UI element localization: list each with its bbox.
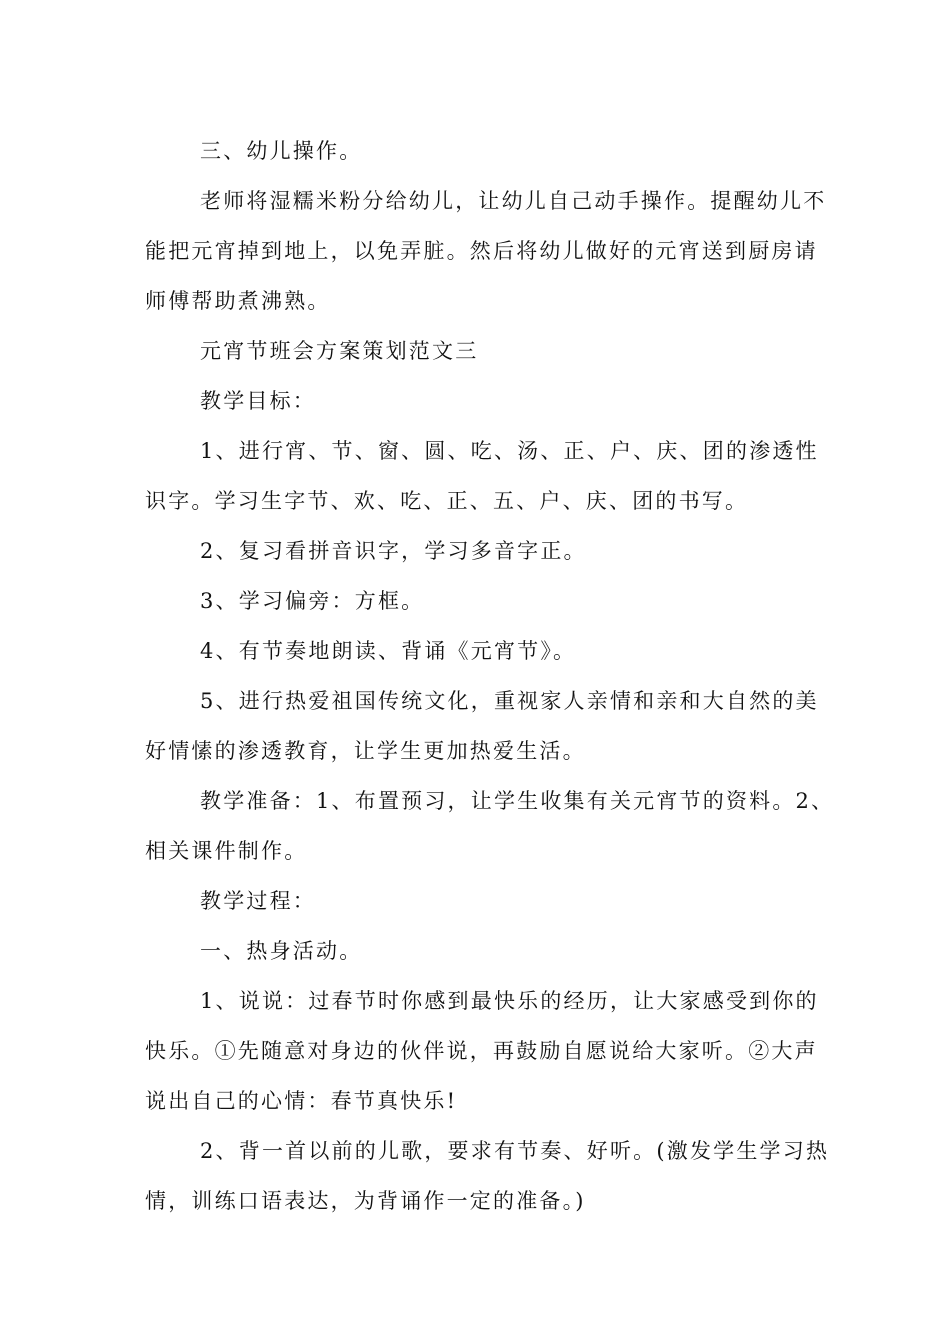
warmup-item-2: 2、背一首以前的儿歌，要求有节奏、好听。(激发学生学习热 — [200, 1139, 830, 1163]
section-heading-child-operation: 三、幼儿操作。 — [200, 139, 363, 163]
goal-item-1-continued: 识字。学习生字节、欢、吃、正、五、户、庆、团的书写。 — [145, 489, 749, 513]
goal-item-5-continued: 好情愫的渗透教育，让学生更加热爱生活。 — [145, 739, 586, 763]
goal-item-1: 1、进行宵、节、窗、圆、吃、汤、正、户、庆、团的渗透性 — [200, 439, 819, 463]
paragraph-line: 能把元宵掉到地上，以免弄脏。然后将幼儿做好的元宵送到厨房请 — [145, 239, 818, 263]
article-subtitle: 元宵节班会方案策划范文三 — [200, 339, 479, 363]
goal-item-5: 5、进行热爱祖国传统文化，重视家人亲情和亲和大自然的美 — [200, 689, 819, 713]
section-heading-warmup: 一、热身活动。 — [200, 939, 363, 963]
teaching-preparation-continued: 相关课件制作。 — [145, 839, 308, 863]
warmup-item-2-continued: 情，训练口语表达，为背诵作一定的准备。) — [145, 1189, 586, 1213]
paragraph-line: 老师将湿糯米粉分给幼儿，让幼儿自己动手操作。提醒幼儿不 — [200, 189, 827, 213]
section-heading-teaching-goals: 教学目标： — [200, 389, 316, 413]
goal-item-4: 4、有节奏地朗读、背诵《元宵节》。 — [200, 639, 577, 663]
paragraph-line: 师傅帮助煮沸熟。 — [145, 289, 331, 313]
warmup-item-1: 1、说说：过春节时你感到最快乐的经历，让大家感受到你的 — [200, 989, 819, 1013]
teaching-preparation: 教学准备：1、布置预习，让学生收集有关元宵节的资料。2、 — [200, 789, 835, 813]
warmup-item-1-continued: 快乐。①先随意对身边的伙伴说，再鼓励自愿说给大家听。②大声 — [145, 1039, 818, 1063]
goal-item-2: 2、复习看拼音识字，学习多音字正。 — [200, 539, 587, 563]
section-heading-teaching-process: 教学过程： — [200, 889, 316, 913]
warmup-item-1-continued: 说出自己的心情：春节真快乐! — [145, 1089, 458, 1113]
goal-item-3: 3、学习偏旁：方框。 — [200, 589, 425, 613]
